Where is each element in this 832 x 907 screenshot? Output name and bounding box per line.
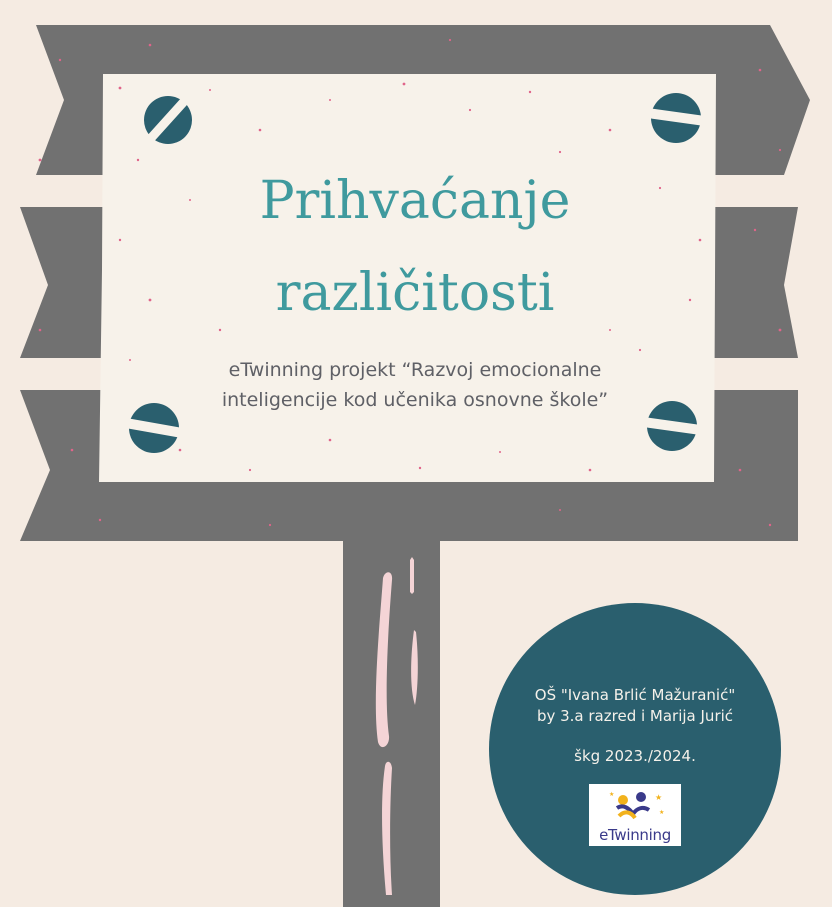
title-line-2: različitosti bbox=[275, 263, 555, 323]
svg-text:★: ★ bbox=[659, 809, 665, 816]
authors: by 3.a razred i Marija Jurić bbox=[536, 707, 734, 725]
subtitle-line-2: inteligencije kod učenika osnovne škole” bbox=[221, 389, 609, 411]
etwinning-logo-icon bbox=[589, 786, 681, 826]
screw-icon bbox=[144, 96, 192, 144]
subtitle-line-1: eTwinning projekt “Razvoj emocionalne bbox=[228, 359, 602, 381]
school-year: škg 2023./2024. bbox=[574, 747, 696, 765]
credits-badge bbox=[489, 603, 781, 895]
svg-text:★: ★ bbox=[655, 793, 663, 802]
title-line-1: Prihvaćanje bbox=[259, 171, 571, 231]
page-title bbox=[100, 155, 730, 339]
post bbox=[343, 540, 440, 907]
subtitle bbox=[100, 355, 730, 415]
etwinning-logo bbox=[589, 784, 681, 846]
svg-text:★: ★ bbox=[609, 791, 615, 798]
school-name: OŠ "Ivana Brlić Mažuranić" bbox=[534, 686, 736, 704]
etwinning-logo-text: eTwinning bbox=[599, 826, 671, 844]
